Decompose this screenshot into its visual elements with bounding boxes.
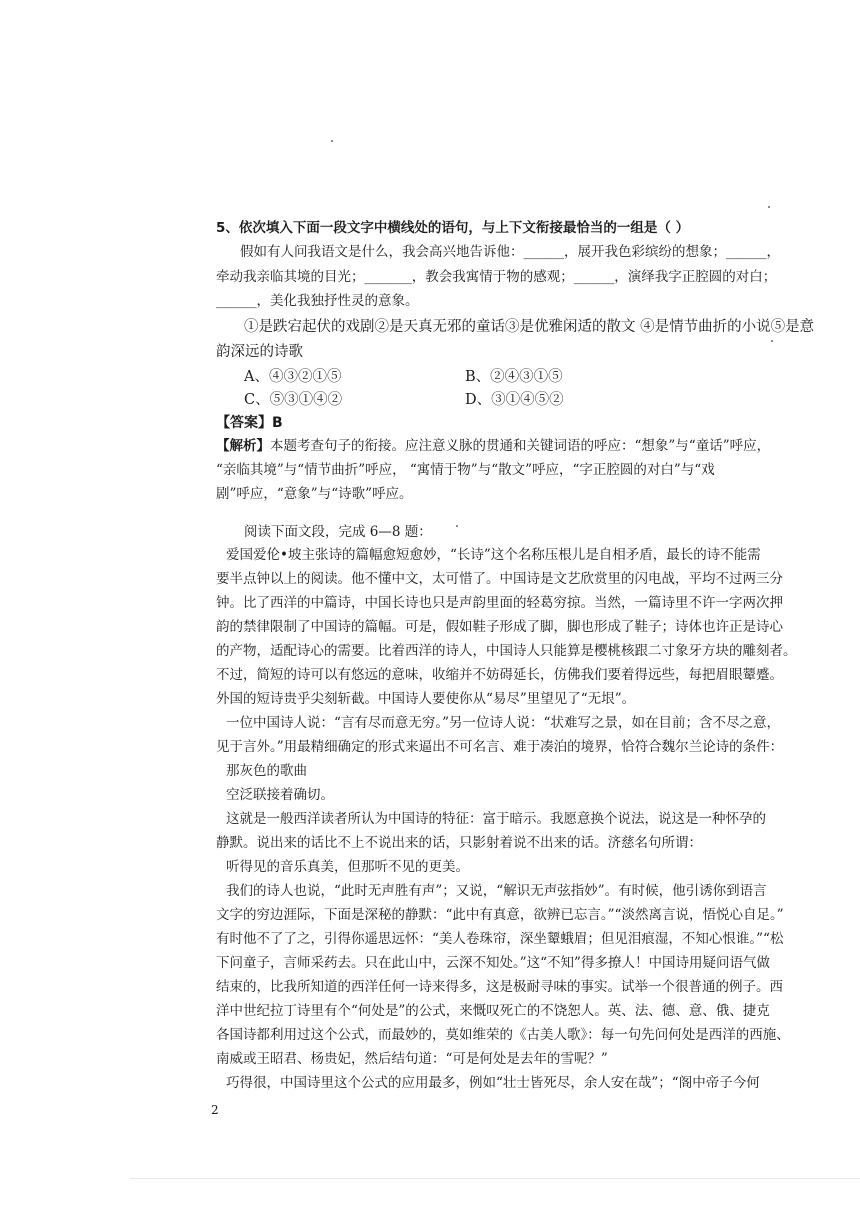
answer-line (216, 414, 283, 432)
reading-line: 洋中世纪拉丁诗里有个“何处是”的公式，来慨叹死亡的不饶恕人。英、法、德、意、俄、捷克 (216, 1003, 770, 1019)
reading-line: 韵的禁律限制了中国诗的篇幅。可是，假如鞋子形成了脚，脚也形成了鞋子；诗体也许正是诗心 (216, 619, 783, 635)
scan-edge-line (130, 1178, 860, 1179)
reading-line: 爱国爱伦•坡主张诗的篇幅愈短愈妙，“长诗”这个名称压根儿是自相矛盾，最长的诗不能需 (226, 547, 761, 563)
analysis-text: 本题考查句子的衔接。应注意义脉的贯通和关键词语的呼应：“想象”与“童话”呼应， (270, 438, 771, 454)
passage-line: ______，美化我独抒性灵的意象。 (216, 293, 419, 309)
choices-line: ①是跌宕起伏的戏剧②是天真无邪的童话③是优雅闲适的散文 ④是情节曲折的小说⑤是意 (244, 319, 815, 335)
reading-line: 文字的穷边涯际，下面是深秘的静默：“此中有真意，欲辨已忘言。”“淡然离言说，悟悦心自足。” (216, 907, 784, 923)
reading-line: 钟。比了西洋的中篇诗，中国长诗也只是声韵里面的轻葛穷掠。当然，一篇诗里不许一字两次押 (216, 595, 783, 611)
reading-line: 这就是一般西洋读者所认为中国诗的特征：富于暗示。我愿意换个说法，说这是一种怀孕的 (226, 811, 766, 827)
reading-line: 南威或王昭君、杨贵妃，然后结句道：“可是何处是去年的雪呢？” (216, 1051, 608, 1067)
reading-intro: 阅读下面文段，完成 6—8 题： (244, 524, 432, 540)
speck-mark (771, 340, 773, 342)
choices-line: 韵深远的诗歌 (216, 344, 303, 360)
option-d: D、③①④⑤② (465, 392, 564, 408)
speck-mark (331, 140, 333, 142)
reading-line: 见于言外。”用最精细确定的形式来逼出不可名言、难于凑泊的境界，恰符合魏尔兰论诗的条件： (216, 739, 784, 755)
reading-line: 空泛联接着确切。 (226, 787, 334, 803)
reading-line: 有时他不了了之，引得你遥思远怀：“美人卷珠帘，深坐颦蛾眉；但见泪痕湿，不知心恨谁。”“松 (216, 931, 784, 947)
page-number: 2 (211, 1103, 219, 1117)
reading-line: 那灰色的歌曲 (226, 763, 307, 779)
answer-label: 【答案】 (216, 415, 272, 431)
question-stem: 5、依次填入下面一段文字中横线处的语句，与上下文衔接最恰当的一组是（ ） (216, 220, 690, 236)
reading-line: 要半点钟以上的阅读。他不懂中文，太可惜了。中国诗是文艺欣赏里的闪电战，平均不过两三分 (216, 571, 783, 587)
reading-line: 各国诗都利用过这个公式，而最妙的，莫如维荣的《古美人歌》：每一句先问何处是西洋的西施、 (216, 1027, 790, 1043)
passage-line: 假如有人问我语文是什么，我会高兴地告诉他：______，展开我色彩缤纷的想象；______， (240, 244, 780, 260)
option-b: B、②④③①⑤ (465, 369, 563, 385)
reading-line: 听得见的音乐真美，但那听不见的更美。 (226, 859, 469, 875)
analysis-line: “亲临其境”与“情节曲折”呼应， “寓情于物”与“散文”呼应，“字正腔圆的对白”与“戏 (216, 462, 715, 478)
analysis-label: 【解析】 (216, 438, 270, 454)
reading-line: 我们的诗人也说，“此时无声胜有声”；又说，“解识无声弦指妙”。有时候，他引诱你到语言 (226, 883, 767, 899)
reading-line: 外国的短诗贵乎尖刻斩截。中国诗人要使你从“易尽”里望见了“无垠”。 (216, 691, 636, 707)
option-c: C、⑤③①④② (244, 392, 343, 408)
option-a: A、④③②①⑤ (244, 369, 342, 385)
reading-line: 的产物，适配诗心的需要。比着西洋的诗人，中国诗人只能算是樱桃核跟二寸象牙方块的雕刻者。 (216, 643, 797, 659)
reading-line: 巧得很，中国诗里这个公式的应用最多，例如“壮士皆死尽，余人安在哉”；“阁中帝子今何 (226, 1075, 760, 1091)
reading-line: 静默。说出来的话比不上不说出来的话，只影射着说不出来的话。济慈名句所谓： (216, 835, 702, 851)
passage-line: 牵动我亲临其境的目光；_______，教会我寓情于物的感观；______，演绎我字正腔圆的对白； (216, 269, 777, 285)
analysis-line: 剧”呼应，“意象”与“诗歌”呼应。 (216, 486, 413, 502)
answer-value: B (272, 415, 283, 431)
reading-line: 下问童子，言师采药去。只在此山中，云深不知处。”这“不知”得多撩人！中国诗用疑问语气做 (216, 955, 770, 971)
reading-line: 结束的，比我所知道的西洋任何一诗来得多，这是极耐寻味的事实。试举一个很普通的例子。西 (216, 979, 783, 995)
analysis-line (216, 437, 770, 455)
speck-mark (456, 525, 458, 527)
reading-line: 不过，简短的诗可以有悠远的意味，收缩并不妨碍延长，仿佛我们要着得远些，每把眉眼颦蹙。 (216, 667, 783, 683)
reading-line: 一位中国诗人说：“言有尽而意无穷。”另一位诗人说：“状难写之景，如在目前；含不尽之意， (226, 715, 780, 731)
speck-mark (768, 206, 770, 208)
